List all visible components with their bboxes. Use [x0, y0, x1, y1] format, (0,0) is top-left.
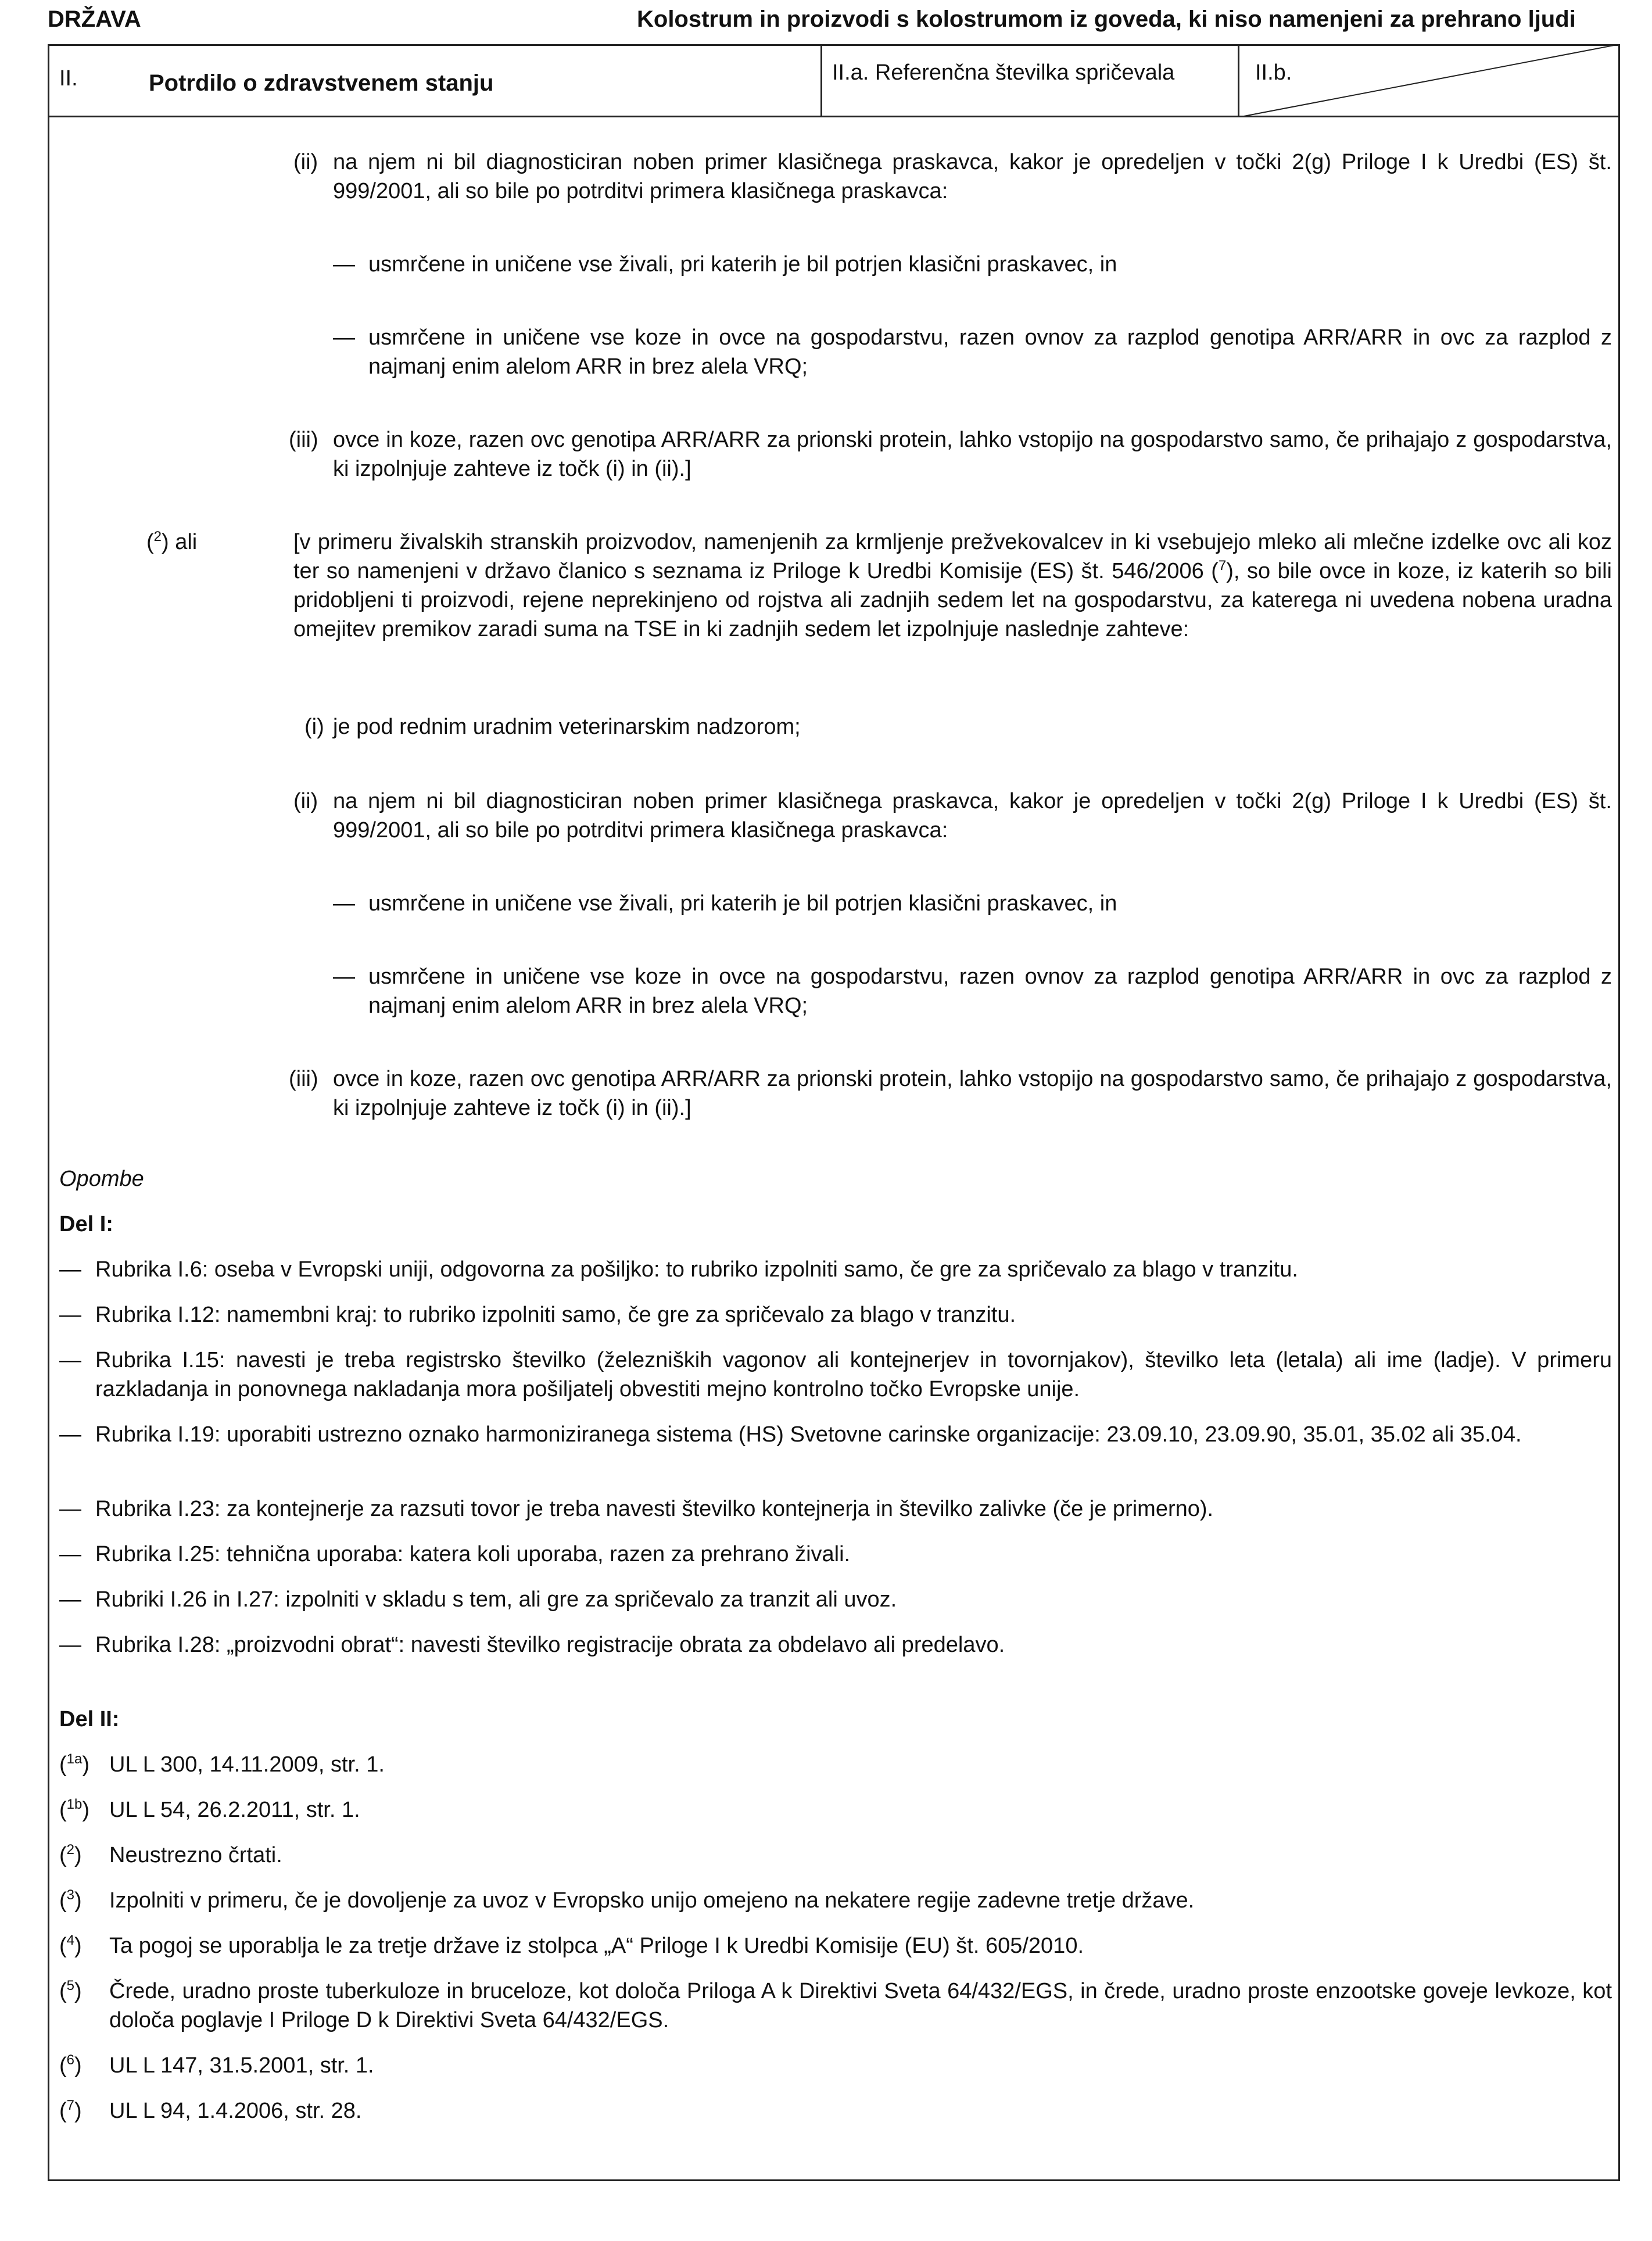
dash-bullet: —: [59, 1542, 81, 1566]
note-item: Rubrika I.15: navesti je treba registrsko številko (železniških vagonov ali kontejnerjev in tovornjakov), številko leta (letala) ali ime (ladje). V primeru razkladanja in ponovnega nakladanja mora pošiljatelj obvestiti mejno kontrolno točko Evropske unije.: [95, 1348, 1612, 1401]
condition-text: ovce in koze, razen ovc genotipa ARR/ARR za prionski protein, lahko vstopijo na gospodarstvo samo, če prihajajo z gospodarstva, ki izpolnjuje zahteve iz točk (i) in (ii).]: [333, 428, 1612, 481]
condition-text: je pod rednim uradnim veterinarskim nadzorom;: [333, 715, 801, 739]
footnote-ref: ($^{1b}$): [59, 1797, 90, 1822]
dash-bullet: —: [59, 1303, 81, 1327]
section-title: Potrdilo o zdravstvenem stanju: [149, 70, 494, 96]
reference-number-label: II.a. Referenčna številka spričevala: [832, 60, 1175, 85]
part1-heading: Del I:: [59, 1212, 113, 1236]
note-item: Rubriki I.26 in I.27: izpolniti v skladu s tem, ali gre za spričevalo za tranzit ali uvoz.: [95, 1587, 897, 1612]
condition-text: usmrčene in uničene vse živali, pri katerih je bil potrjen klasični praskavec, in: [368, 252, 1117, 277]
condition-text: na njem ni bil diagnosticiran noben primer klasičnega praskavca, kakor je opredeljen v točki 2(g) Priloge I k Uredbi (ES) št. 999/2001, ali so bile po potrditvi primera klasičnega praskavca:: [333, 789, 1612, 842]
note-item: Rubrika I.23: za kontejnerje za razsuti tovor je treba navesti številko kontejnerja in številko zalivke (če je primerno).: [95, 1497, 1214, 1521]
column-divider: [820, 44, 822, 117]
dash-bullet: —: [333, 325, 355, 350]
footnote-ref: ($^4$): [59, 1932, 82, 1958]
condition-text: usmrčene in uničene vse živali, pri katerih je bil potrjen klasični praskavec, in: [368, 891, 1117, 916]
part2-heading: Del II:: [59, 1707, 120, 1731]
item-number: (ii): [293, 789, 318, 813]
section-number: II.: [59, 66, 78, 91]
footnote-ref: ($^6$): [59, 2052, 82, 2078]
footnote-text: Ta pogoj se uporablja le za tretje države iz stolpca „A“ Priloge I k Uredbi Komisije (EU) št. 605/2010.: [109, 1934, 1084, 1958]
note-item: Rubrika I.19: uporabiti ustrezno oznako harmoniziranega sistema (HS) Svetovne carinske organizacije: 23.09.10, 23.09.90, 35.01, 35.02 ali 35.04.: [95, 1422, 1522, 1447]
condition-intro: [v primeru živalskih stranskih proizvodov, namenjenih za krmljenje prežvekovalcev in ki vsebujejo mleko ali mlečne izdelke ovc ali koz ter so namenjeni v državo članico s seznama iz Priloge k Uredbi Komisije (ES) št. 546/2006 ($^7$), so bile ovce in koze, iz katerih so bili pridobljeni ti proizvodi, rejene neprekinjeno od rojstva ali zadnjih sedem let na gospodarstvu, za katerega ni uvedena nobena uradna omejitev premikov zaradi suma na TSE in ki zadnjih sedem let izpolnjuje naslednje zahteve:: [293, 530, 1612, 641]
dash-bullet: —: [59, 1257, 81, 1282]
footnote-text: Črede, uradno proste tuberkuloze in bruceloze, kot določa Priloga A k Direktivi Sveta 64/432/EGS, in črede, uradno proste enzootske goveje levkoze, kot določa poglavje I Priloge D k Direktivi Sveta 64/432/EGS.: [109, 1979, 1612, 2032]
diagonal-line: [1238, 44, 1620, 117]
footnote-text: UL L 147, 31.5.2001, str. 1.: [109, 2053, 374, 2078]
footnote-marker: ($^2$) ali: [146, 529, 198, 554]
item-number: (iii): [289, 1067, 318, 1091]
condition-text: usmrčene in uničene vse koze in ovce na gospodarstvu, razen ovnov za razplod genotipa ARR/ARR in ovc za razplod z najmanj enim alelom ARR in brez alela VRQ;: [368, 964, 1612, 1018]
iib-label: II.b.: [1255, 60, 1292, 85]
certificate-title: Kolostrum in proizvodi s kolostrumom iz goveda, ki niso namenjeni za prehrano ljudi: [637, 6, 1576, 32]
note-item: Rubrika I.25: tehnična uporaba: katera koli uporaba, razen za prehrano živali.: [95, 1542, 851, 1566]
footnote-text: UL L 54, 26.2.2011, str. 1.: [109, 1798, 360, 1822]
note-item: Rubrika I.28: „proizvodni obrat“: navesti številko registracije obrata za obdelavo ali predelavo.: [95, 1633, 1005, 1657]
footnote-ref: ($^2$): [59, 1842, 82, 1867]
dash-bullet: —: [59, 1587, 81, 1612]
footnote-ref: ($^3$): [59, 1887, 82, 1913]
condition-text: usmrčene in uničene vse koze in ovce na gospodarstvu, razen ovnov za razplod genotipa ARR/ARR in ovc za razplod z najmanj enim alelom ARR in brez alela VRQ;: [368, 325, 1612, 379]
footnote-text: UL L 300, 14.11.2009, str. 1.: [109, 1752, 385, 1777]
footnote-text: Neustrezno črtati.: [109, 1843, 282, 1867]
notes-heading: Opombe: [59, 1167, 144, 1191]
footnote-text: Izpolniti v primeru, če je dovoljenje za uvoz v Evropsko unijo omejeno na nekatere regije zadevne tretje države.: [109, 1888, 1195, 1913]
note-item: Rubrika I.12: namembni kraj: to rubriko izpolniti samo, če gre za spričevalo za blago v tranzitu.: [95, 1303, 1016, 1327]
dash-bullet: —: [333, 252, 355, 277]
footnote-ref: ($^{1a}$): [59, 1751, 90, 1777]
footnote-text: UL L 94, 1.4.2006, str. 28.: [109, 2099, 362, 2123]
footnote-ref: ($^7$): [59, 2097, 82, 2123]
dash-bullet: —: [59, 1497, 81, 1521]
dash-bullet: —: [59, 1348, 81, 1372]
country-label: DRŽAVA: [48, 6, 141, 32]
item-number: (iii): [289, 428, 318, 452]
condition-text: ovce in koze, razen ovc genotipa ARR/ARR za prionski protein, lahko vstopijo na gospodarstvo samo, če prihajajo z gospodarstva, ki izpolnjuje zahteve iz točk (i) in (ii).]: [333, 1067, 1612, 1120]
footnote-ref: ($^5$): [59, 1978, 82, 2003]
dash-bullet: —: [333, 891, 355, 916]
note-item: Rubrika I.6: oseba v Evropski uniji, odgovorna za pošiljko: to rubriko izpolniti samo, če gre za spričevalo za blago v tranzitu.: [95, 1257, 1298, 1282]
condition-text: na njem ni bil diagnosticiran noben primer klasičnega praskavca, kakor je opredeljen v točki 2(g) Priloge I k Uredbi (ES) št. 999/2001, ali so bile po potrditvi primera klasičnega praskavca:: [333, 150, 1612, 203]
dash-bullet: —: [59, 1422, 81, 1447]
dash-bullet: —: [333, 964, 355, 989]
dash-bullet: —: [59, 1633, 81, 1657]
item-number: (i): [304, 715, 324, 739]
item-number: (ii): [293, 150, 318, 174]
